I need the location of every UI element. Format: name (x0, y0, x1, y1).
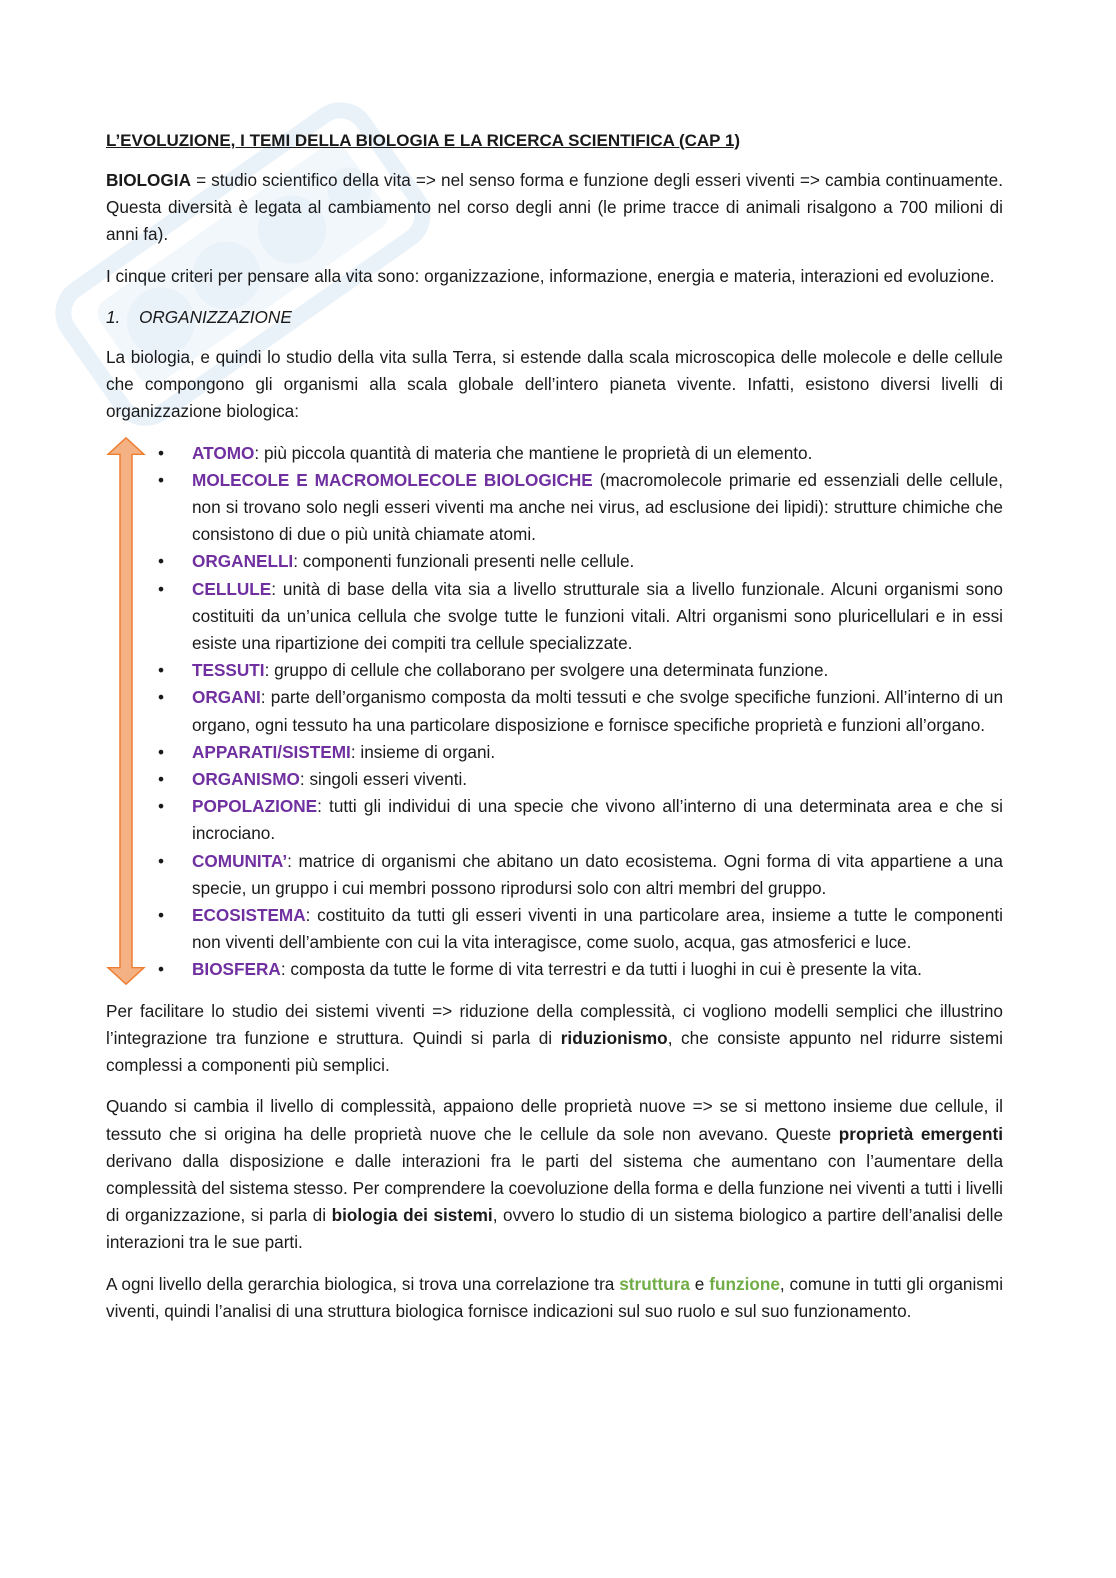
paragraph-struttura-funzione: A ogni livello della gerarchia biologica, si trova una correlazione tra struttura e funzione, comune in tutti gli organismi viventi, quindi l’analisi di una struttura biologica fornisce indicazioni sul suo ruolo e sul suo funzionamento. (106, 1273, 1004, 1321)
level-term: COMUNITA’ (192, 850, 288, 871)
level-term: BIOSFERA (192, 959, 281, 980)
list-item (106, 902, 1003, 956)
paragraph-biologia: BIOLOGIA = studio scientifico della vita => nel senso forma e funzione degli esseri viventi => cambia continuamente. Questa diversità è legata al cambiamento nel corso degli anni (le prime tracce di animali risalgono a 700 milioni di anni fa). (106, 170, 1003, 245)
list-item (106, 956, 1003, 983)
level-description: : tutti gli individui di una specie che vivono all’interno di una determinata area e che si incrociano. (192, 796, 1003, 844)
level-description: : parte dell’organismo composta da molti tessuti e che svolge specifiche funzioni. All’interno di un organo, ogni tessuto ha una particolare disposizione e fornisce specifiche proprietà e funzioni all’organo. (192, 687, 1003, 735)
bullet-icon: • (158, 578, 165, 599)
list-item (106, 793, 1003, 847)
bullet-icon: • (158, 850, 165, 871)
section-heading: 1. ORGANIZZAZIONE (106, 306, 292, 327)
level-description: : costituito da tutti gli esseri viventi in una particolare area, insieme a tutte le componenti non viventi dell’ambiente con cui la vita interagisce, come suolo, acqua, gas atmosferici e luce. (192, 905, 1003, 953)
bullet-icon: • (158, 469, 165, 490)
bullet-icon: • (158, 959, 165, 980)
list-item (106, 440, 1003, 467)
list-item (106, 766, 1003, 793)
list-item (106, 467, 1003, 549)
level-description: : composta da tutte le forme di vita terrestri e da tutti i luoghi in cui è presente la vita. (280, 959, 922, 980)
list-item (106, 548, 1003, 575)
level-term: APPARATI/SISTEMI (192, 741, 351, 762)
document-page (106, 128, 1003, 1339)
paragraph-proprieta-emergenti: Quando si cambia il livello di complessità, appaiono delle proprietà nuove => se si mettono insieme due cellule, il tessuto che si origina ha delle proprietà nuove che le cellule da sole non avevano. Queste proprietà emergenti derivano dalla disposizione e dalle interazioni fra le parti del sistema che aumentano con l’aumentare della complessità del sistema stesso. Per comprendere la coevoluzione della forma e della funzione nei viventi a tutti i livelli di organizzazione, si parla di biologia dei sistemi, ovvero lo studio di un sistema biologico a partire dell’analisi delle interazioni tra le sue parti. (106, 1096, 1004, 1253)
level-description: : unità di base della vita sia a livello strutturale sia a livello funzionale. Alcuni organismi sono costituiti da un’unica cellula che svolge tutte le funzioni vitali. Altri organismi sono pluricellulari e in essi esiste una ripartizione dei compiti tra cellule specializzate. (192, 578, 1003, 654)
bullet-icon: • (158, 905, 165, 926)
level-term: ORGANI (192, 687, 261, 708)
level-description: : più piccola quantità di materia che mantiene le proprietà di un elemento. (254, 442, 813, 463)
level-term: CELLULE (192, 578, 272, 599)
bullet-icon: • (158, 741, 165, 762)
page-title: L’EVOLUZIONE, I TEMI DELLA BIOLOGIA E LA RICERCA SCIENTIFICA (CAP 1) (106, 131, 741, 150)
list-item (106, 576, 1003, 658)
level-term: TESSUTI (192, 660, 265, 681)
level-description: (macromolecole primarie ed essenziali delle cellule, non si trovano solo negli esseri viventi ma anche nei virus, ad esclusione dei lipidi): strutture chimiche che consistono di due o più unità chiamate atomi. (192, 469, 1003, 545)
list-item (106, 657, 1003, 684)
list-item (106, 848, 1003, 902)
biologia-term: BIOLOGIA (106, 170, 191, 190)
list-item (106, 684, 1003, 738)
bullet-icon: • (158, 769, 165, 790)
levels-list (106, 440, 1003, 984)
bullet-icon: • (158, 660, 165, 681)
list-item (106, 739, 1003, 766)
level-term: ORGANELLI (192, 551, 294, 572)
level-term: ECOSISTEMA (192, 905, 306, 926)
paragraph-riduzionismo: Per facilitare lo studio dei sistemi viventi => riduzione della complessità, ci vogliono modelli semplici che illustrino l’integrazione tra funzione e struttura. Quindi si parla di riduzionismo, che consiste appunto nel ridurre sistemi complessi a componenti più semplici. (106, 1000, 1003, 1076)
bullet-icon: • (158, 796, 165, 817)
bullet-icon: • (158, 687, 165, 708)
level-description: : matrice di organismi che abitano un dato ecosistema. Ogni forma di vita appartiene a una specie, un gruppo i cui membri possono riprodursi solo con altri membri del gruppo. (192, 850, 1003, 898)
level-term: MOLECOLE E MACROMOLECOLE BIOLOGICHE (192, 469, 593, 490)
level-term: ATOMO (192, 442, 255, 463)
level-description: : insieme di organi. (350, 741, 496, 762)
level-description: : componenti funzionali presenti nelle cellule. (293, 551, 635, 572)
level-term: ORGANISMO (192, 769, 300, 790)
paragraph-livelli: La biologia, e quindi lo studio della vita sulla Terra, si estende dalla scala microscopica delle molecole e delle cellule che compongono gli organismi alla scala globale dell’intero pianeta vivente. Infatti, esistono diversi livelli di organizzazione biologica: (106, 347, 1003, 422)
level-term: POPOLAZIONE (192, 796, 318, 817)
paragraph-criteri: I cinque criteri per pensare alla vita sono: organizzazione, informazione, energia e materia, interazioni ed evoluzione. (106, 265, 995, 286)
level-description: : gruppo di cellule che collaborano per svolgere una determinata funzione. (264, 660, 829, 681)
bullet-icon: • (158, 442, 165, 463)
bullet-icon: • (158, 551, 165, 572)
level-description: : singoli esseri viventi. (299, 769, 468, 790)
